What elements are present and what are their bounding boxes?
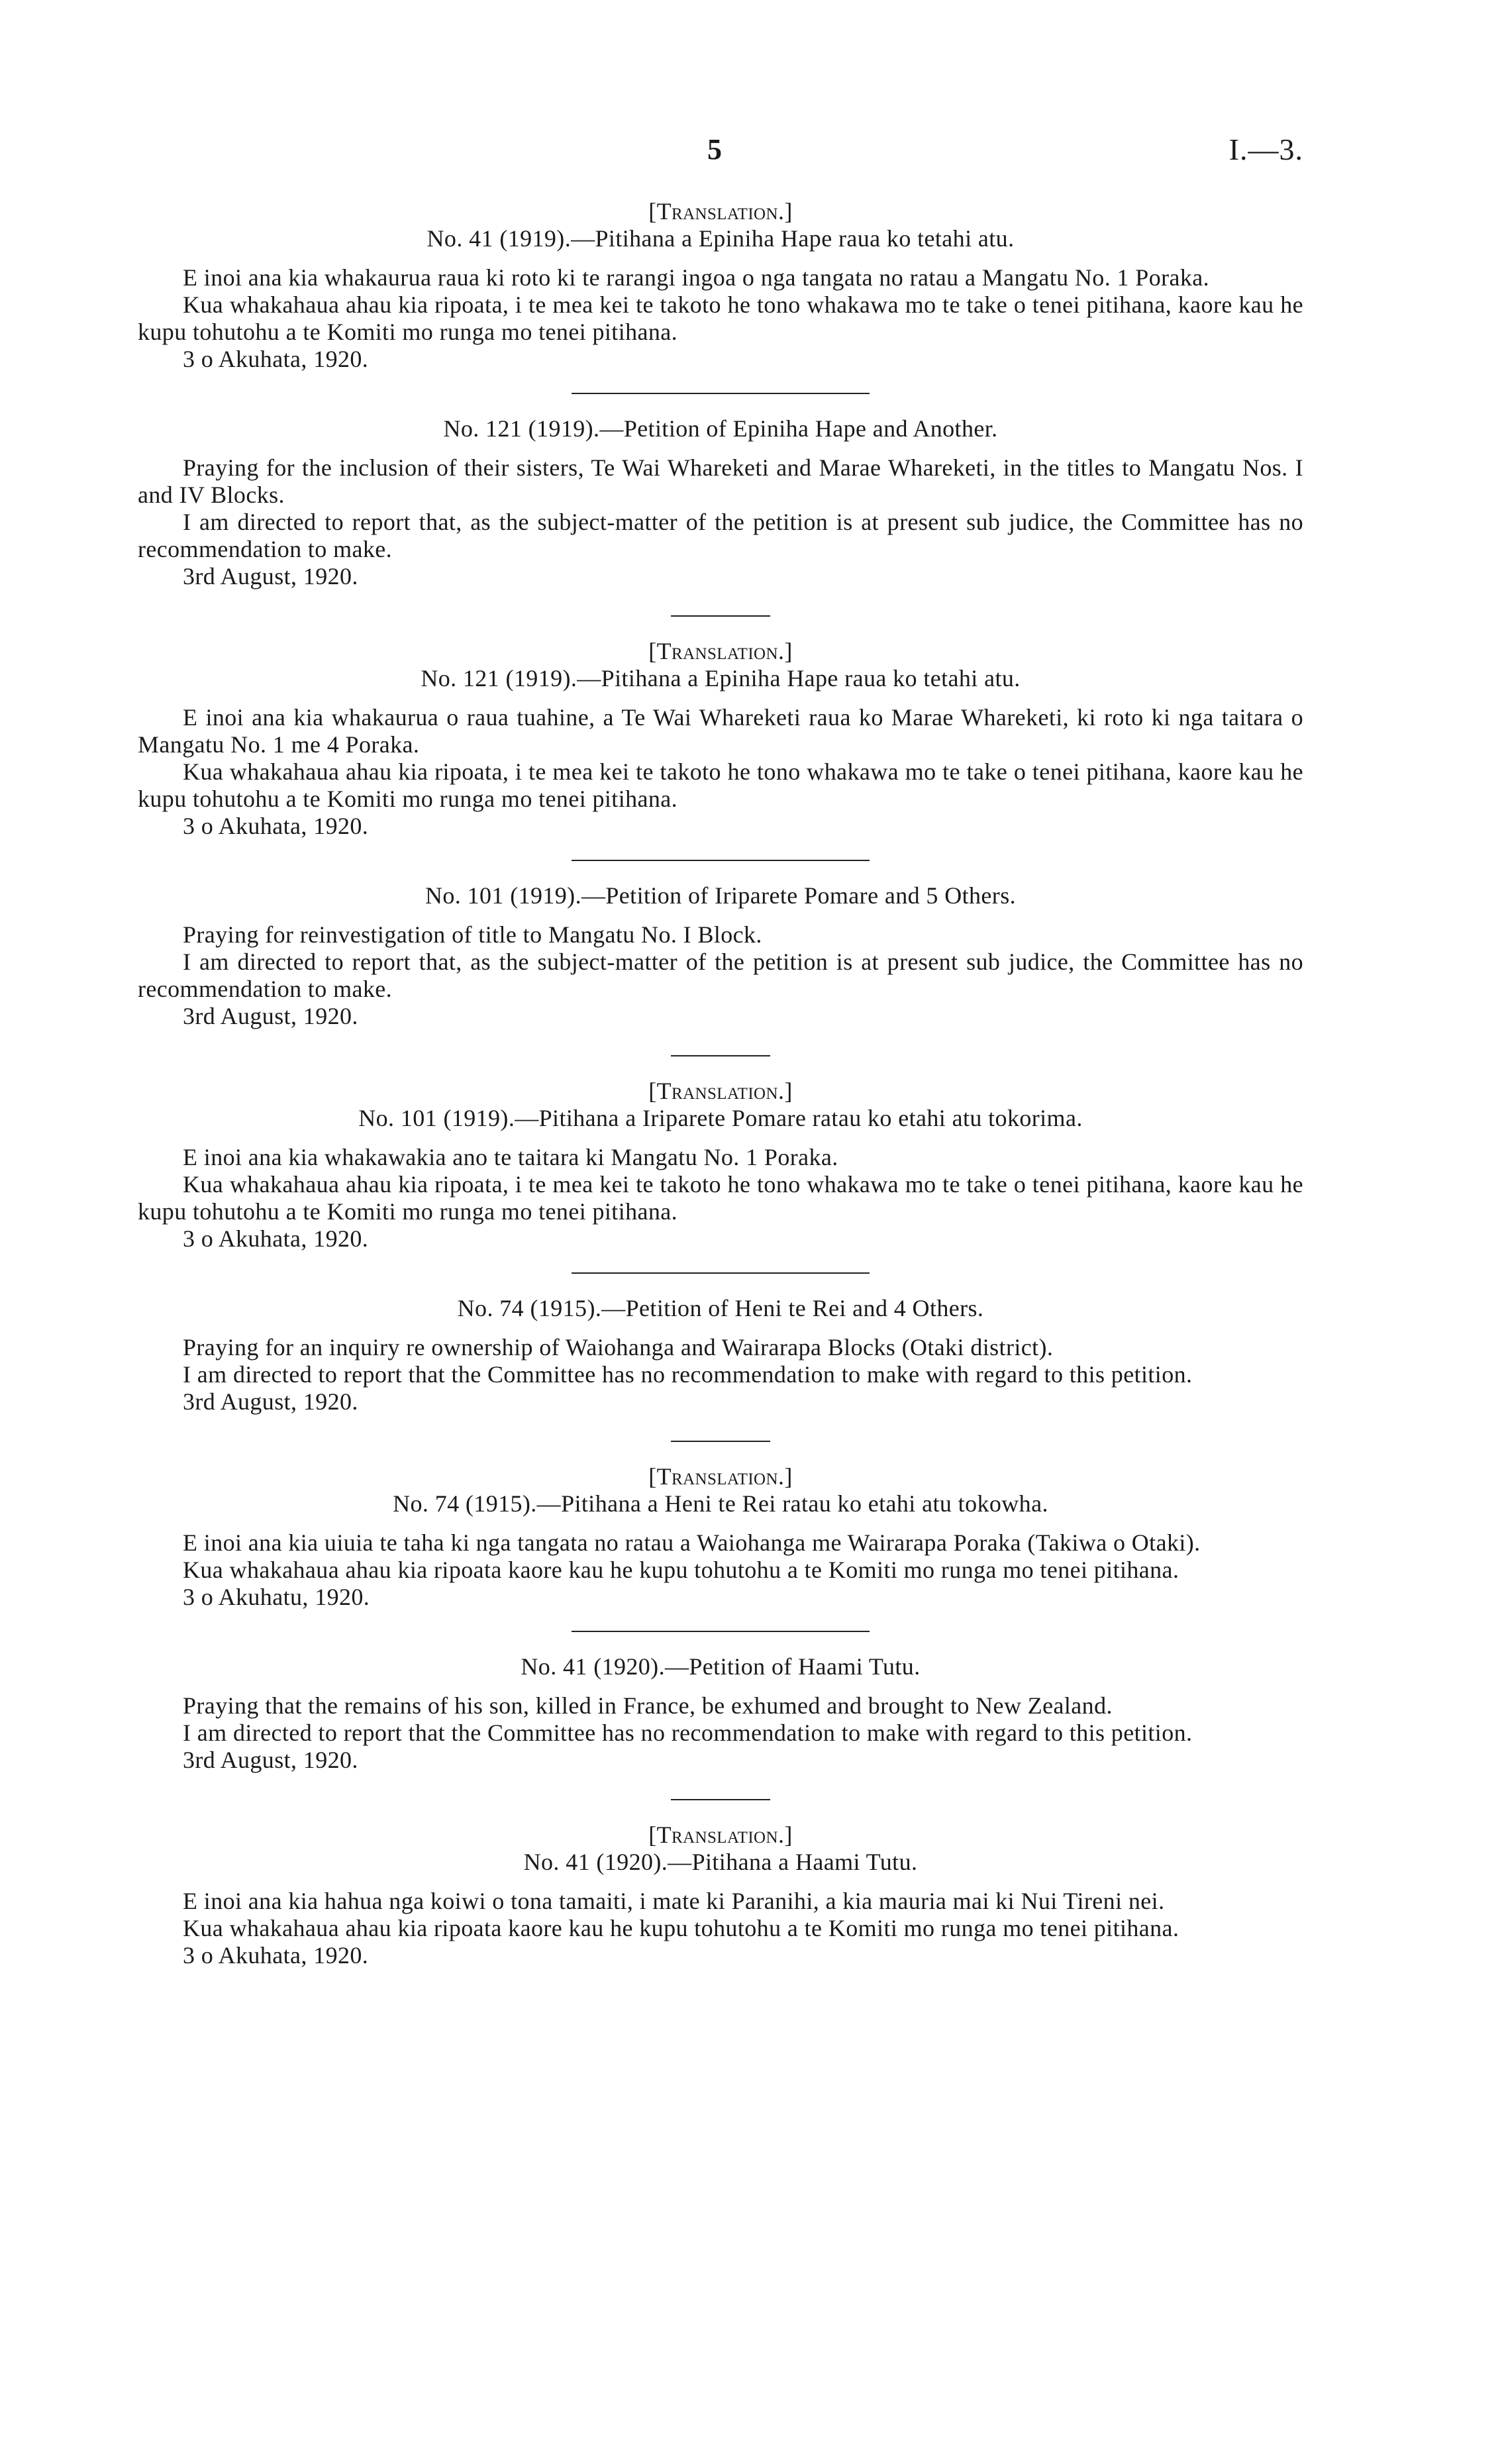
section-translation-41-1919 (138, 198, 1303, 373)
section-paragraph: Praying for reinvestigation of title to Mangatu No. I Block. (183, 921, 762, 948)
section-translation-41-1920 (138, 1822, 1303, 1969)
section-divider (572, 1631, 870, 1632)
section-date: 3 o Akuhatu, 1920. (183, 1584, 370, 1610)
section-paragraph: Praying for the inclusion of their sisters, Te Wai Whareketi and Marae Whareketi, in the titles to Mangatu Nos. I and IV Blocks. (138, 454, 1303, 508)
translation-label: [Translation.] (648, 198, 793, 225)
section-paragraph: Kua whakahaua ahau kia ripoata, i te mea kei te takoto he tono whakawa mo te take o tenei pitihana, kaore kau he kupu tohutohu a te Komiti mo runga mo tenei pitihana. (138, 1171, 1303, 1225)
section-paragraph: E inoi ana kia uiuia te taha ki nga tangata no ratau a Waiohanga me Wairarapa Poraka (Takiwa o Otaki). (183, 1529, 1201, 1556)
section-title: No. 121 (1919).—Pitihana a Epiniha Hape raua ko tetahi atu. (421, 665, 1021, 692)
section-paragraph: Kua whakahaua ahau kia ripoata, i te mea kei te takoto he tono whakawa mo te take o tenei pitihana, kaore kau he kupu tohutohu a te Komiti mo runga mo tenei pitihana. (138, 291, 1303, 345)
document-reference: I.—3. (1228, 132, 1303, 166)
section-paragraph: I am directed to report that the Committee has no recommendation to make with regard to this petition. (183, 1361, 1193, 1388)
section-petition-41-1920 (138, 1653, 1303, 1774)
section-title: No. 121 (1919).—Petition of Epiniha Hape and Another. (443, 415, 998, 442)
section-title: No. 74 (1915).—Pitihana a Heni te Rei ratau ko etahi atu tokowha. (393, 1490, 1048, 1517)
section-divider (572, 393, 870, 394)
translation-label: [Translation.] (648, 1463, 793, 1490)
section-paragraph: Kua whakahaua ahau kia ripoata, i te mea kei te takoto he tono whakawa mo te take o tenei pitihana, kaore kau he kupu tohutohu a te Komiti mo runga mo tenei pitihana. (138, 758, 1303, 812)
page-header (138, 132, 1303, 176)
section-petition-121-1919 (138, 415, 1303, 590)
section-title: No. 41 (1919).—Pitihana a Epiniha Hape raua ko tetahi atu. (426, 225, 1015, 252)
section-translation-74-1915 (138, 1463, 1303, 1611)
section-divider (572, 1272, 870, 1274)
section-title: No. 101 (1919).—Petition of Iriparete Pomare and 5 Others. (425, 882, 1016, 909)
section-translation-101-1919 (138, 1078, 1303, 1253)
section-divider (671, 615, 770, 617)
section-date: 3 o Akuhata, 1920. (183, 1225, 369, 1252)
section-paragraph: Praying that the remains of his son, killed in France, be exhumed and brought to New Zealand. (183, 1692, 1113, 1719)
section-paragraph: Praying for an inquiry re ownership of Waiohanga and Wairarapa Blocks (Otaki district). (183, 1334, 1054, 1360)
section-paragraph: I am directed to report that the Committee has no recommendation to make with regard to this petition. (183, 1720, 1193, 1746)
translation-label: [Translation.] (648, 638, 793, 664)
section-paragraph: E inoi ana kia whakaurua o raua tuahine, a Te Wai Whareketi raua ko Marae Whareketi, ki roto ki nga taitara o Mangatu No. 1 me 4 Poraka. (138, 704, 1303, 758)
section-paragraph: I am directed to report that, as the subject-matter of the petition is at present sub judice, the Committee has no recommendation to make. (138, 509, 1303, 562)
document-page (138, 132, 1303, 1969)
section-divider (572, 860, 870, 861)
translation-label: [Translation.] (648, 1078, 793, 1104)
page-number: 5 (707, 133, 723, 166)
section-paragraph: Kua whakahaua ahau kia ripoata kaore kau he kupu tohutohu a te Komiti mo runga mo tenei pitihana. (183, 1915, 1179, 1941)
section-paragraph: Kua whakahaua ahau kia ripoata kaore kau he kupu tohutohu a te Komiti mo runga mo tenei pitihana. (183, 1557, 1179, 1583)
section-title: No. 101 (1919).—Pitihana a Iriparete Pomare ratau ko etahi atu tokorima. (358, 1105, 1083, 1131)
section-date: 3 o Akuhata, 1920. (183, 346, 369, 372)
section-divider (671, 1055, 770, 1056)
section-date: 3rd August, 1920. (183, 1388, 358, 1415)
section-translation-121-1919 (138, 638, 1303, 840)
section-title: No. 41 (1920).—Pitihana a Haami Tutu. (523, 1849, 918, 1875)
section-title: No. 41 (1920).—Petition of Haami Tutu. (521, 1653, 921, 1680)
section-divider (671, 1799, 770, 1800)
translation-label: [Translation.] (648, 1822, 793, 1848)
section-date: 3rd August, 1920. (183, 563, 358, 590)
section-date: 3rd August, 1920. (183, 1003, 358, 1029)
section-paragraph: E inoi ana kia whakaurua raua ki roto ki te rarangi ingoa o nga tangata no ratau a Mangatu No. 1 Poraka. (183, 264, 1210, 291)
section-petition-74-1915 (138, 1295, 1303, 1415)
section-date: 3rd August, 1920. (183, 1747, 358, 1773)
section-paragraph: E inoi ana kia whakawakia ano te taitara ki Mangatu No. 1 Poraka. (183, 1144, 838, 1170)
section-date: 3 o Akuhata, 1920. (183, 813, 369, 839)
section-divider (671, 1441, 770, 1442)
section-date: 3 o Akuhata, 1920. (183, 1942, 369, 1969)
section-paragraph: E inoi ana kia hahua nga koiwi o tona tamaiti, i mate ki Paranihi, a kia mauria mai ki Nui Tireni nei. (183, 1888, 1165, 1914)
section-petition-101-1919 (138, 882, 1303, 1030)
section-paragraph: I am directed to report that, as the subject-matter of the petition is at present sub judice, the Committee has no recommendation to make. (138, 949, 1303, 1002)
section-title: No. 74 (1915).—Petition of Heni te Rei and 4 Others. (457, 1295, 984, 1321)
